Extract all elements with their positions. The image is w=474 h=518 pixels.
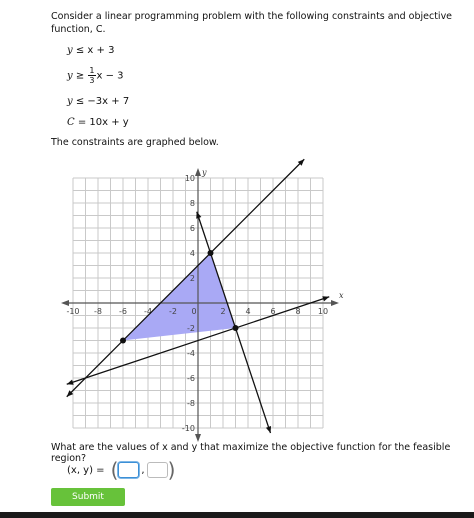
x-tick-label: -10	[66, 307, 80, 316]
x-tick-label: -4	[144, 307, 152, 316]
y-tick-label: 2	[189, 274, 195, 283]
constraint-graph	[60, 150, 344, 433]
open-paren: (	[110, 458, 119, 482]
x-axis-arrow-left	[61, 300, 69, 306]
y-tick-label: 10	[184, 174, 195, 183]
answer-label: (x, y) =	[67, 464, 105, 476]
x-tick-label: -8	[94, 307, 102, 316]
y-tick-label: 8	[189, 199, 195, 208]
y-tick-label: -2	[187, 324, 195, 333]
y-tick-label: 4	[189, 249, 195, 258]
constraint-1: y ≤ x + 3	[67, 45, 115, 56]
x-tick-label: -2	[169, 307, 177, 316]
y-axis-arrow-down	[195, 434, 201, 442]
x-answer-input[interactable]	[118, 462, 139, 478]
question-text: What are the values of x and y that maximize the objective function for the feasible region?	[51, 442, 451, 464]
x-axis-arrow	[331, 300, 339, 306]
graph-caption: The constraints are graphed below.	[51, 137, 219, 148]
objective-function: C = 10x + y	[67, 117, 129, 128]
y-answer-input[interactable]	[147, 462, 168, 478]
y-tick-label: -4	[187, 349, 195, 358]
x-tick-label: 8	[295, 307, 301, 316]
x-tick-label: 4	[245, 307, 251, 316]
vertex-point	[120, 338, 126, 344]
y-axis-arrow	[195, 168, 201, 176]
x-tick-label: 2	[220, 307, 226, 316]
x-tick-label: 0	[191, 307, 197, 316]
line-y-le-neg3x-plus-7-arrowhead	[266, 426, 271, 433]
y-axis-label: y	[202, 168, 207, 177]
vertex-point	[208, 250, 214, 256]
bottom-bar	[0, 512, 474, 518]
x-tick-label: 6	[270, 307, 276, 316]
vertex-point	[233, 325, 239, 331]
answer-row	[67, 459, 175, 481]
y-tick-label: -8	[187, 399, 195, 408]
y-tick-label: -10	[181, 424, 195, 433]
y-tick-label: 6	[189, 224, 195, 233]
x-tick-label: -6	[119, 307, 127, 316]
comma: ,	[141, 464, 145, 476]
y-tick-label: -6	[187, 374, 195, 383]
x-tick-label: 10	[317, 307, 329, 316]
close-paren: )	[167, 458, 176, 482]
constraint-2: y ≥ $\frac{1}{3}$ x − 3	[67, 66, 124, 85]
feasible-region	[123, 253, 236, 341]
x-axis-label: x	[339, 291, 344, 300]
fraction: $\frac{1}{3}$	[89, 66, 95, 85]
problem-intro: Consider a linear programming problem with the following constraints and objective function, C.	[51, 11, 453, 35]
constraint-3: y ≤ −3x + 7	[67, 96, 130, 107]
submit-button[interactable]: Submit	[51, 488, 125, 506]
